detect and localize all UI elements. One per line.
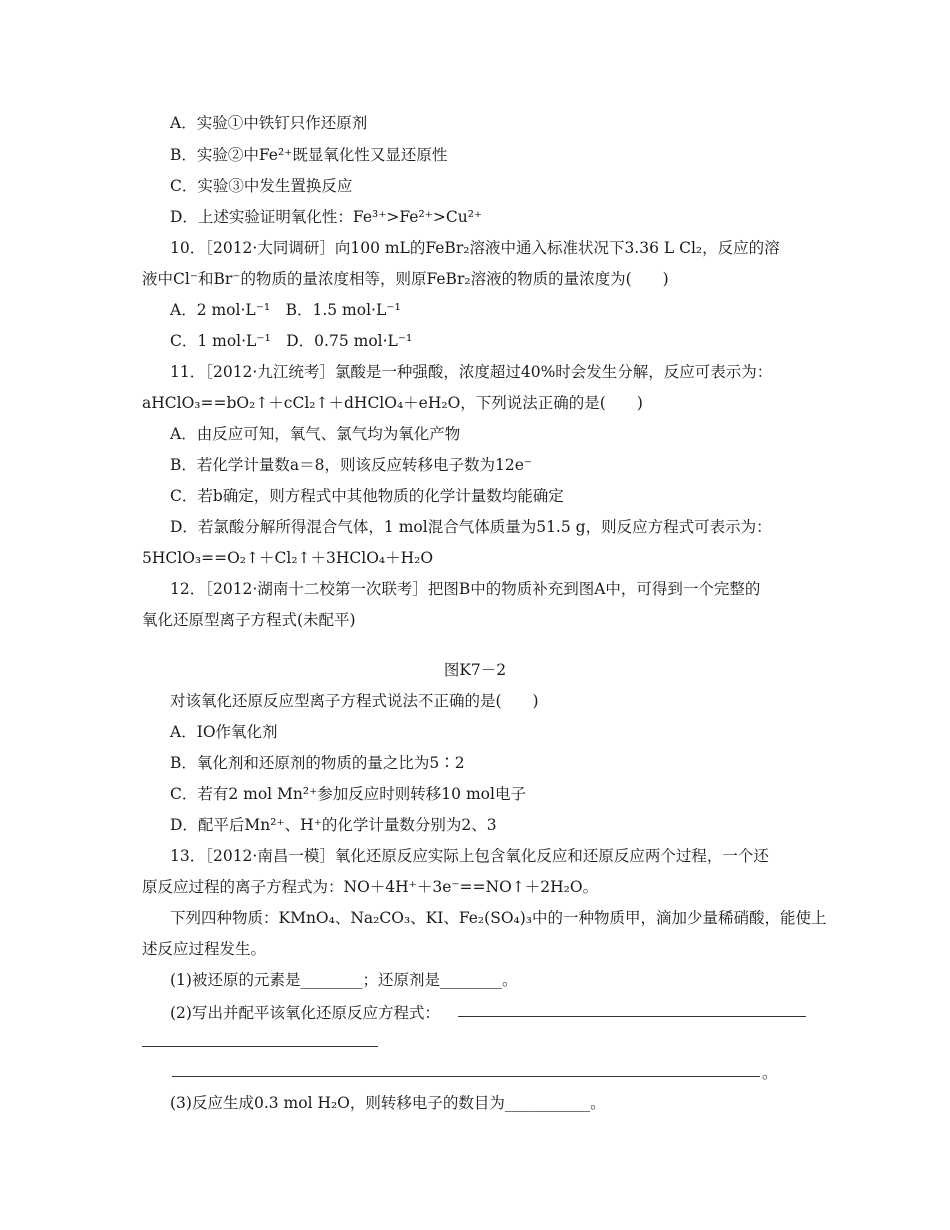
figure-caption: 图K7－2: [443, 661, 507, 679]
q11-stem-line2: aHClO₃==bO₂↑＋cCl₂↑＋dHClO₄＋eH₂O，下列说法正确的是( ): [142, 394, 643, 412]
q9-option-b: B．实验②中Fe²⁺既显氧化性又显还原性: [170, 146, 448, 164]
q13-stem-line1: 13．［2012·南昌一模］氧化还原反应实际上包含氧化反应和还原反应两个过程，一个还: [170, 847, 769, 865]
answer-blank-line[interactable]: [172, 1076, 760, 1077]
q9-option-d: D．上述实验证明氧化性：Fe³⁺>Fe²⁺>Cu²⁺: [170, 208, 483, 226]
q11-stem-line1: 11．［2012·九江统考］氯酸是一种强酸，浓度超过40%时会发生分解，反应可表示为：: [170, 363, 773, 381]
answer-blank-line[interactable]: [458, 1016, 806, 1017]
q12-option-a: A．IO作氧化剂: [170, 723, 278, 741]
q13-part3: (3)反应生成0.3 mol H₂O，则转移电子的数目为___________。: [170, 1094, 606, 1112]
q11-option-d-equation: 5HClO₃==O₂↑＋Cl₂↑＋3HClO₄＋H₂O: [142, 549, 434, 567]
q13-part2-end: 。: [762, 1064, 778, 1082]
q13-stem-line4: 述反应过程发生。: [142, 940, 267, 958]
q11-option-c: C．若b确定，则方程式中其他物质的化学计量数均能确定: [170, 487, 564, 505]
q13-part1: (1)被还原的元素是________；还原剂是________。: [170, 971, 518, 989]
q11-option-d: D．若氯酸分解所得混合气体，1 mol混合气体质量为51.5 g，则反应方程式可表示为：: [170, 518, 772, 536]
q12-question: 对该氧化还原反应型离子方程式说法不正确的是( ): [170, 692, 539, 710]
q11-option-b: B．若化学计量数a＝8，则该反应转移电子数为12e⁻: [170, 456, 533, 474]
q10-options-cd: C．1 mol·L⁻¹ D．0.75 mol·L⁻¹: [170, 332, 413, 350]
q9-option-a: A．实验①中铁钉只作还原剂: [170, 114, 368, 132]
q11-option-a: A．由反应可知，氧气、氯气均为氧化产物: [170, 425, 461, 443]
q12-option-d: D．配平后Mn²⁺、H⁺的化学计量数分别为2、3: [170, 816, 497, 834]
q10-options-ab: A．2 mol·L⁻¹ B．1.5 mol·L⁻¹: [170, 301, 401, 319]
answer-blank-line[interactable]: [142, 1046, 378, 1047]
q13-part2: (2)写出并配平该氧化还原反应方程式：: [170, 1004, 440, 1022]
q13-stem-line2: 原反应过程的离子方程式为：NO＋4H⁺＋3e⁻==NO↑＋2H₂O。: [142, 878, 599, 896]
q13-stem-line3: 下列四种物质：KMnO₄、Na₂CO₃、KI、Fe₂(SO₄)₃中的一种物质甲，滴加少量稀硝酸，能使上: [170, 909, 827, 927]
q9-option-c: C．实验③中发生置换反应: [170, 177, 353, 195]
q10-stem-line2: 液中Cl⁻和Br⁻的物质的量浓度相等，则原FeBr₂溶液的物质的量浓度为( ): [142, 270, 669, 288]
q12-option-b: B．氧化剂和还原剂的物质的量之比为5∶2: [170, 754, 465, 772]
q12-stem-line2: 氧化还原型离子方程式(未配平): [142, 611, 356, 629]
q12-option-c: C．若有2 mol Mn²⁺参加反应时则转移10 mol电子: [170, 785, 526, 803]
q12-stem-line1: 12．［2012·湖南十二校第一次联考］把图B中的物质补充到图A中，可得到一个完整的: [170, 580, 761, 598]
q10-stem-line1: 10．［2012·大同调研］向100 mL的FeBr₂溶液中通入标准状况下3.36 L Cl₂，反应的溶: [170, 239, 780, 257]
